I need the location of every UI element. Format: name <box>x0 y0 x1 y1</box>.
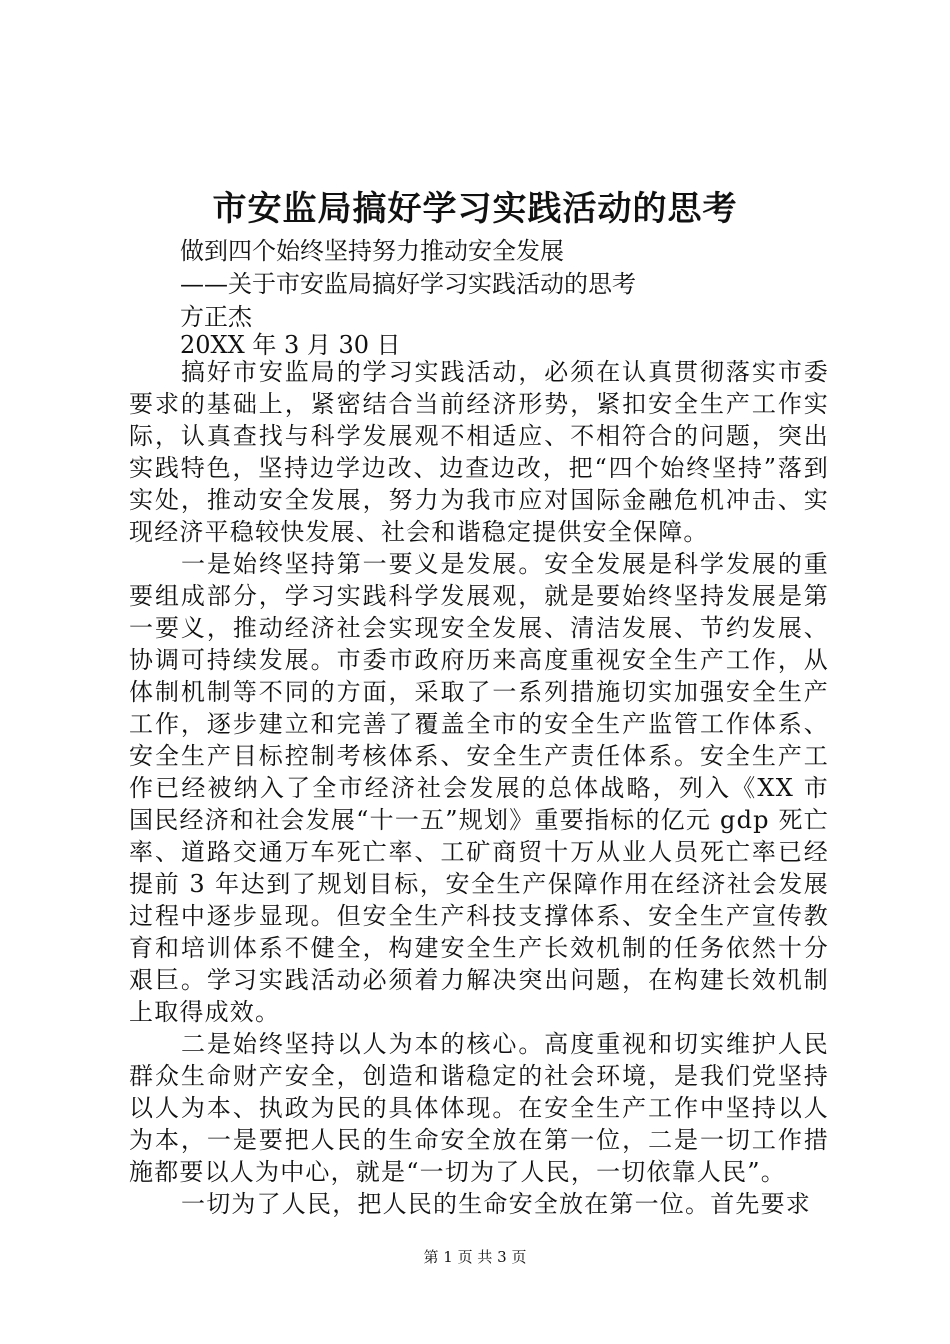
document-subtitle-secondary: ——关于市安监局搞好学习实践活动的思考 <box>180 270 636 298</box>
body-paragraph: 一切为了人民，把人民的生命安全放在第一位。首先要求 <box>181 1190 811 1218</box>
body-paragraph: 一是始终坚持第一要义是发展。安全发展是科学发展的重要组成部分，学习实践科学发展观，就是要始终坚持发展是第一要义，推动经济社会实现安全发展、清洁发展、节约发展、协调可持续发展。市委市政府历来高度重视安全生产工作，从体制机制等不同的方面，采取了一系列措施切实加强安全生产工作，逐步建立和完善了覆盖全市的安全生产监管工作体系、安全生产目标控制考核体系、安全生产责任体系。安全生产工作已经被纳入了全市经济社会发展的总体战略，列入《XX 市国民经济和社会发展“十一五”规划》重要指标的亿元 gdp 死亡率、道路交通万车死亡率、工矿商贸十万从业人员死亡率已经提前 3 年达到了规划目标，安全生产保障作用在经济社会发展过程中逐步显现。但安全生产科技支撑体系、安全生产宣传教育和培训体系不健全，构建安全生产长效机制的任务依然十分艰巨。学习实践活动必须着力解决突出问题，在构建长效机制上取得成效。 <box>129 550 829 1026</box>
document-title: 市安监局搞好学习实践活动的思考 <box>212 189 738 229</box>
document-subtitle: 做到四个始终坚持努力推动安全发展 <box>180 237 564 265</box>
document-body <box>129 356 829 1220</box>
page-footer: 第 1 页 共 3 页 <box>423 1248 527 1266</box>
body-paragraph: 二是始终坚持以人为本的核心。高度重视和切实维护人民群众生命财产安全，创造和谐稳定的社会环境，是我们党坚持以人为本、执政为民的具体体现。在安全生产工作中坚持以人为本，一是要把人民的生命安全放在第一位，二是一切工作措施都要以人为中心，就是“一切为了人民，一切依靠人民”。 <box>129 1030 829 1186</box>
body-paragraph: 搞好市安监局的学习实践活动，必须在认真贯彻落实市委要求的基础上，紧密结合当前经济形势，紧扣安全生产工作实际，认真查找与科学发展观不相适应、不相符合的问题，突出实践特色，坚持边学边改、边查边改，把“四个始终坚持”落到实处，推动安全发展，努力为我市应对国际金融危机冲击、实现经济平稳较快发展、社会和谐稳定提供安全保障。 <box>129 358 829 546</box>
document-date: 20XX 年 3 月 30 日 <box>180 331 401 359</box>
document-author: 方正杰 <box>180 303 252 331</box>
